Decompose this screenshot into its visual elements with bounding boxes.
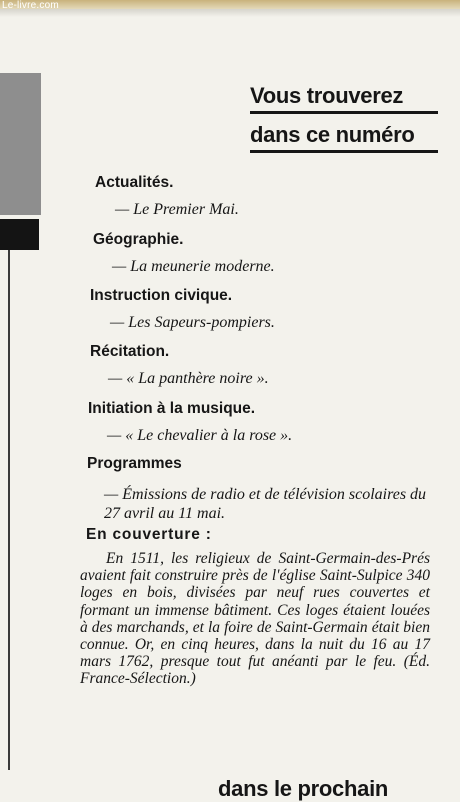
gray-margin-block bbox=[0, 73, 41, 215]
heading-rule-2 bbox=[250, 150, 438, 153]
cover-title: En couverture : bbox=[86, 526, 212, 543]
page-top-shadow bbox=[0, 9, 460, 17]
entry-title-actualites: Actualités. bbox=[95, 174, 174, 191]
watermark-text: Le-livre.com bbox=[2, 0, 59, 11]
entry-title-programmes: Programmes bbox=[87, 455, 182, 472]
entry-item-programmes: — Émissions de radio et de télévision scolaires du 27 avril au 11 mai. bbox=[104, 486, 427, 522]
entry-item-instruction-civique: — Les Sapeurs-pompiers. bbox=[110, 314, 275, 331]
entry-title-geographie: Géographie. bbox=[93, 231, 184, 248]
cover-description-text: En 1511, les religieux de Saint-Germain-des-Prés avaient fait construire près de l'église Saint-Sulpice 340 loges en bois, divisées par neuf rues couvertes et formant un immense bâtiment. Ces loges étaient louées à des marchands, et la foire de Saint-Germain était bien connue. Or, en cinq heures, dans la nuit du 16 au 17 mars 1762, presque tout fut anéanti par le feu. (Éd. France-Sélection.) bbox=[80, 550, 430, 688]
heading-line-1: Vous trouverez bbox=[250, 83, 404, 108]
entry-item-actualites: — Le Premier Mai. bbox=[115, 201, 239, 218]
margin-vertical-rule bbox=[8, 250, 10, 770]
heading-line-2: dans ce numéro bbox=[250, 122, 415, 147]
section-heading bbox=[250, 82, 442, 160]
entry-title-instruction-civique: Instruction civique. bbox=[90, 287, 233, 304]
next-issue-heading: dans le prochain bbox=[218, 776, 389, 801]
heading-rule-1 bbox=[250, 111, 438, 114]
page-top-edge bbox=[0, 0, 460, 9]
entry-item-geographie: — La meunerie moderne. bbox=[112, 258, 275, 275]
entry-item-musique: — « Le chevalier à la rose ». bbox=[107, 427, 293, 444]
black-margin-block bbox=[0, 219, 39, 250]
entry-title-musique: Initiation à la musique. bbox=[88, 400, 256, 417]
entry-item-recitation: — « La panthère noire ». bbox=[108, 370, 269, 387]
entry-title-recitation: Récitation. bbox=[90, 343, 170, 360]
cover-description bbox=[80, 550, 430, 688]
